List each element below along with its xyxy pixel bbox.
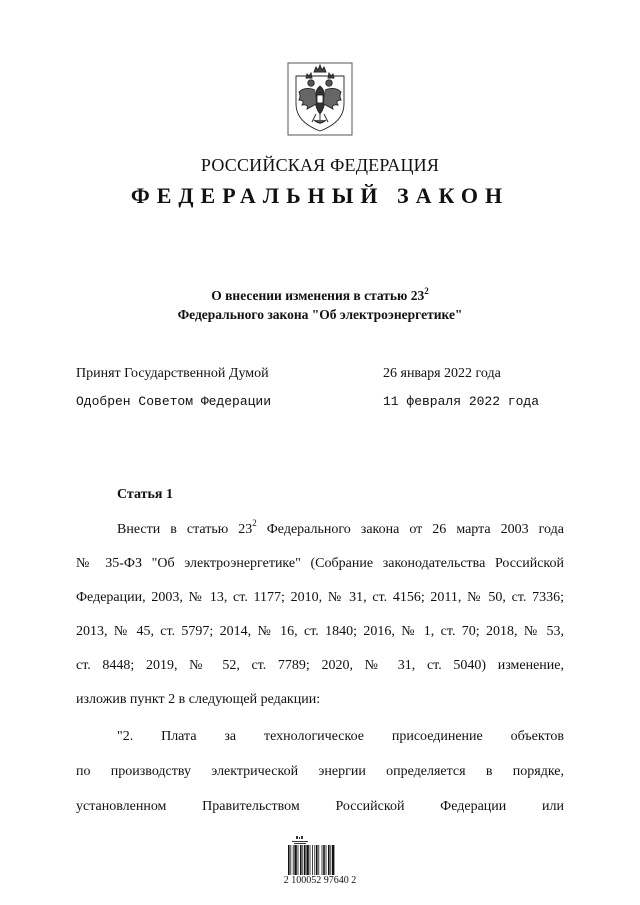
barcode-number: 2 100052 97640 2 xyxy=(283,875,357,886)
article-text-line-6: изложив пункт 2 в следующей редакции: xyxy=(76,692,321,707)
barcode-bar xyxy=(322,845,323,875)
barcode-bar xyxy=(323,845,325,875)
law-subject-line-2: Федерального закона "Об электроэнергетике" xyxy=(177,307,463,322)
barcode-bar xyxy=(314,845,315,875)
barcode-header-mark xyxy=(290,836,310,845)
barcode-bar xyxy=(288,845,290,875)
barcode-bar xyxy=(290,845,291,875)
country-title: РОССИЙСКАЯ ФЕДЕРАЦИЯ xyxy=(200,155,440,175)
barcode-bar xyxy=(304,845,306,875)
law-subject-line-1 xyxy=(0,285,640,304)
barcode-bar xyxy=(330,845,331,875)
law-type-title: ФЕДЕРАЛЬНЫЙ ЗАКОН xyxy=(130,183,510,208)
law-subject-superscript: 2 xyxy=(424,285,429,296)
barcode-bar xyxy=(293,845,294,875)
barcode-bar xyxy=(326,845,327,875)
article-text-line-2: № 35-ФЗ "Об электроэнергетике" (Собрание законодательства Российской xyxy=(76,556,564,571)
approved-date: 11 февраля 2022 года xyxy=(383,394,540,409)
barcode-bar xyxy=(316,845,318,875)
barcode-bar xyxy=(300,845,302,875)
barcode-bar xyxy=(318,845,319,875)
article-text-superscript: 2 xyxy=(252,518,257,529)
barcode-bar xyxy=(294,845,296,875)
article-text-line-7: "2. Плата за технологическое присоединение объектов xyxy=(117,729,564,744)
barcode-bar xyxy=(306,845,308,875)
adopted-by-duma-label: Принят Государственной Думой xyxy=(76,366,269,381)
article-text-1b: Федерального закона от 26 марта 2003 года xyxy=(256,522,564,537)
adopted-date: 26 января 2022 года xyxy=(383,366,501,381)
article-text-line-8: по производству электрической энергии определяется в порядке, xyxy=(76,764,564,779)
article-text-line-9: установленном Правительством Российской Федерации или xyxy=(76,799,564,814)
barcode-bar xyxy=(310,845,311,875)
barcode-bar xyxy=(298,845,299,875)
coat-of-arms-emblem xyxy=(287,62,353,136)
article-text-line-1 xyxy=(117,518,564,538)
article-heading: Статья 1 xyxy=(117,487,173,502)
barcode-bar xyxy=(332,845,334,875)
article-text-line-4: 2013, № 45, ст. 5797; 2014, № 16, ст. 1840; 2016, № 1, ст. 70; 2018, № 53, xyxy=(76,624,564,639)
article-text-1a: Внести в статью 23 xyxy=(117,522,253,537)
law-subject-text: О внесении изменения в статью 23 xyxy=(211,288,425,303)
approved-by-council-label: Одобрен Советом Федерации xyxy=(76,394,272,409)
barcode-bar xyxy=(312,845,313,875)
barcode-bar xyxy=(302,845,303,875)
barcode-bar xyxy=(328,845,330,875)
article-text-line-5: ст. 8448; 2019, № 52, ст. 7789; 2020, № 31, ст. 5040) изменение, xyxy=(76,658,564,673)
article-text-line-3: Федерации, 2003, № 13, ст. 1177; 2010, № 31, ст. 4156; 2011, № 50, ст. 7336; xyxy=(76,590,564,605)
barcode xyxy=(287,845,353,875)
